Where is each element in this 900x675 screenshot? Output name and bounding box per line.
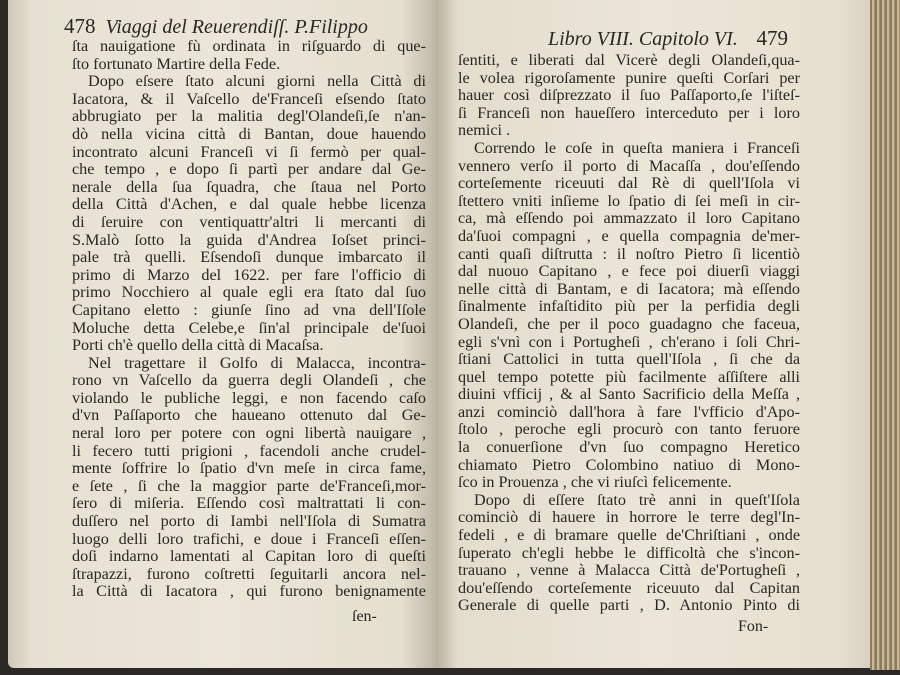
text-line: corteſemente riceuuti dal Rè di quell'Iſola vi xyxy=(458,174,800,193)
right-page-header xyxy=(548,26,798,51)
text-line: chiamato Pietro Colombino natiuo di Mono- xyxy=(458,455,800,474)
page-number: 479 xyxy=(756,26,788,50)
text-line: nerale della ſua ſquadra, che ſtaua nel Porto xyxy=(72,177,426,196)
text-line: doſi indarno lamentati al Capitan loro di queſti xyxy=(72,547,426,566)
page-number: 478 xyxy=(64,14,96,38)
text-line: S.Malò ſotto la guida d'Andrea Ioſset princi- xyxy=(72,230,426,249)
text-line: dou'eſſendo corteſemente riceuuto dal Capitan xyxy=(458,578,800,597)
text-line: ſero di miſeria. Eſſendo così maltrattati li con- xyxy=(72,494,426,513)
catchword: Fon- xyxy=(738,618,769,635)
text-line: da'ſuoi compagni , e quella compagnia de'mer- xyxy=(458,226,800,245)
text-line: della Città d'Achen, e dal quale hebbe licenza xyxy=(72,195,426,214)
right-page-text xyxy=(458,52,800,615)
text-line: fedeli , e di bramare quelle de'Chriſtiani , onde xyxy=(458,526,800,545)
text-line: la conuerſione d'vn ſuo compagno Heretico xyxy=(458,438,800,457)
text-line: abbrugiato per la malitia degl'Olandeſi,ſe n'an- xyxy=(72,107,426,126)
text-line: neral loro per potere con ogni libertà nauigare , xyxy=(72,424,426,443)
text-line: trauano , venne à Malacca Città de'Portugheſi , xyxy=(458,561,800,580)
text-line: mente ſoffrire lo ſpatio d'vn meſe in circa fame, xyxy=(72,459,426,478)
running-title: Libro VIII. Capitolo VI. xyxy=(548,28,738,50)
text-line: Iacatora, & il Vaſcello de'Franceſi eſsendo ſtato xyxy=(72,89,426,108)
text-line: ſtettero vniti inſieme lo ſpatio di ſei meſi in cir- xyxy=(458,191,800,210)
text-line: la Città di Iacatora , qui furono benignamente xyxy=(72,582,426,601)
left-page-header xyxy=(64,14,434,39)
text-line: ſuperato ch'egli hebbe le difficoltà che s'incon- xyxy=(458,543,800,562)
text-line: luogo delli loro trafichi, e doue i Franceſi eſſen- xyxy=(72,529,426,548)
text-line: vennero verſo il porto di Macaſſa , dou'eſſendo xyxy=(458,156,800,175)
text-line: che tempo , e dopo ſi partì per andare dal Ge- xyxy=(72,160,426,179)
text-line: ſta nauigatione fù ordinata in riſguardo di que- xyxy=(72,37,426,55)
text-line: duſſero nel porto di Iambi nell'Iſola di Sumatra xyxy=(72,512,426,531)
text-line: diuini vfficij , & al Santo Sacrificio della Meſſa , xyxy=(458,385,800,404)
text-line: incontrato alcuni Franceſi vi ſi fermò per qual- xyxy=(72,142,426,161)
text-line: dal nuouo Capitano , e fece poi diuerſi viaggi xyxy=(458,262,800,281)
text-line: ſco in Prouenza , che vi riuſcì felicemente. xyxy=(458,473,732,492)
text-line: Capitano eletto : giunſe ſino ad vna dell'Iſole xyxy=(72,300,426,319)
text-line: rono vn Vaſcello da guerra degli Olandeſi , che xyxy=(72,371,426,390)
left-page-text xyxy=(72,38,426,601)
text-line: hauer così diſprezzato il ſuo Paſſaporto,ſe l'iſteſ- xyxy=(458,86,800,105)
text-line: Dopo eſsere ſtato alcuni giorni nella Città di xyxy=(88,72,426,91)
text-line: primo Nocchiero al quale egli era ſtato dal ſuo xyxy=(72,283,426,302)
text-line: canti quaſi diſtrutta : il noſtro Pietro ſi licentiò xyxy=(458,244,800,263)
text-line: ca, mà eſſendo poi ammazzato il loro Capitano xyxy=(458,209,800,228)
catchword: ſen- xyxy=(352,608,377,625)
text-line: violando le publiche leggi, e non facendo caſo xyxy=(72,388,426,407)
text-line: nemici . xyxy=(458,121,511,140)
text-line: quel tempo potette più facilmente aſſiſtere alli xyxy=(458,367,800,386)
text-line: Moluche detta Celebe,e ſin'al principale de'ſuoi xyxy=(72,318,426,337)
text-line: di ſeruire con ventiquattr'altri li mercanti di xyxy=(72,212,426,231)
running-title: Viaggi del Reuerendiſſ. P.Filippo xyxy=(105,16,368,38)
text-line: Porti ch'è quello della città di Macaſsa. xyxy=(72,336,324,355)
text-line: pale trà quelli. Eſsendoſi dunque imbarcato il xyxy=(72,248,426,267)
text-line: d'vn Paſſaporto che haueano ottenuto dal Ge- xyxy=(72,406,426,425)
text-line: dò nella vicina città di Bantan, doue hauendo xyxy=(72,124,426,143)
text-line: e ſete , ſi che la maggior parte de'Franceſi,mor- xyxy=(72,476,426,495)
text-line: ſto fortunato Martire della Fede. xyxy=(72,54,281,73)
text-line: egli s'vnì con i Portugheſi , ch'erano i ſoli Chri- xyxy=(458,332,800,351)
book-page-edges xyxy=(870,0,900,670)
text-line: le volea rigoroſamente punire queſti Corſari per xyxy=(458,68,800,87)
text-line: ſi Franceſi non haueſſero interceduto per i loro xyxy=(458,103,800,122)
text-line: ſtiani Cattolici in tutta quell'Iſola , ſi che da xyxy=(458,350,800,369)
text-line: ſtolo , peroche egli procurò con tanto feruore xyxy=(458,420,800,439)
text-line: ſinalmente infaſtidito più per la perfidia degli xyxy=(458,297,800,316)
text-line: ſtrapazzi, furono coſtretti ſeguitarli ancora nel- xyxy=(72,564,426,583)
text-line: li fecero tutti prigioni , facendoli anche crudel- xyxy=(72,441,426,460)
text-line: Dopo di eſſere ſtato trè anni in queſt'Iſola xyxy=(474,490,800,509)
text-line: Generale di quelle parti , D. Antonio Pinto di xyxy=(458,596,800,615)
text-line: Olandeſi, che per il poco guadagno che faceua, xyxy=(458,314,800,333)
text-line: Correndo le coſe in queſta maniera i Franceſi xyxy=(474,138,800,157)
text-line: anzi cominciò dall'hora à fare l'vfficio d'Apo- xyxy=(458,402,800,421)
text-line: primo di Marzo del 1622. per fare l'officio di xyxy=(72,265,426,284)
text-line: Nel tragettare il Golfo di Malacca, incontra- xyxy=(88,353,426,372)
text-line: nelle città di Bantam, e di Iacatora; mà eſſendo xyxy=(458,279,800,298)
text-line: ſentiti, e liberati dal Vicerè degli Olandeſi,qua- xyxy=(458,51,800,69)
text-line: cominciò di hauere in horrore le terre degl'In- xyxy=(458,508,800,527)
